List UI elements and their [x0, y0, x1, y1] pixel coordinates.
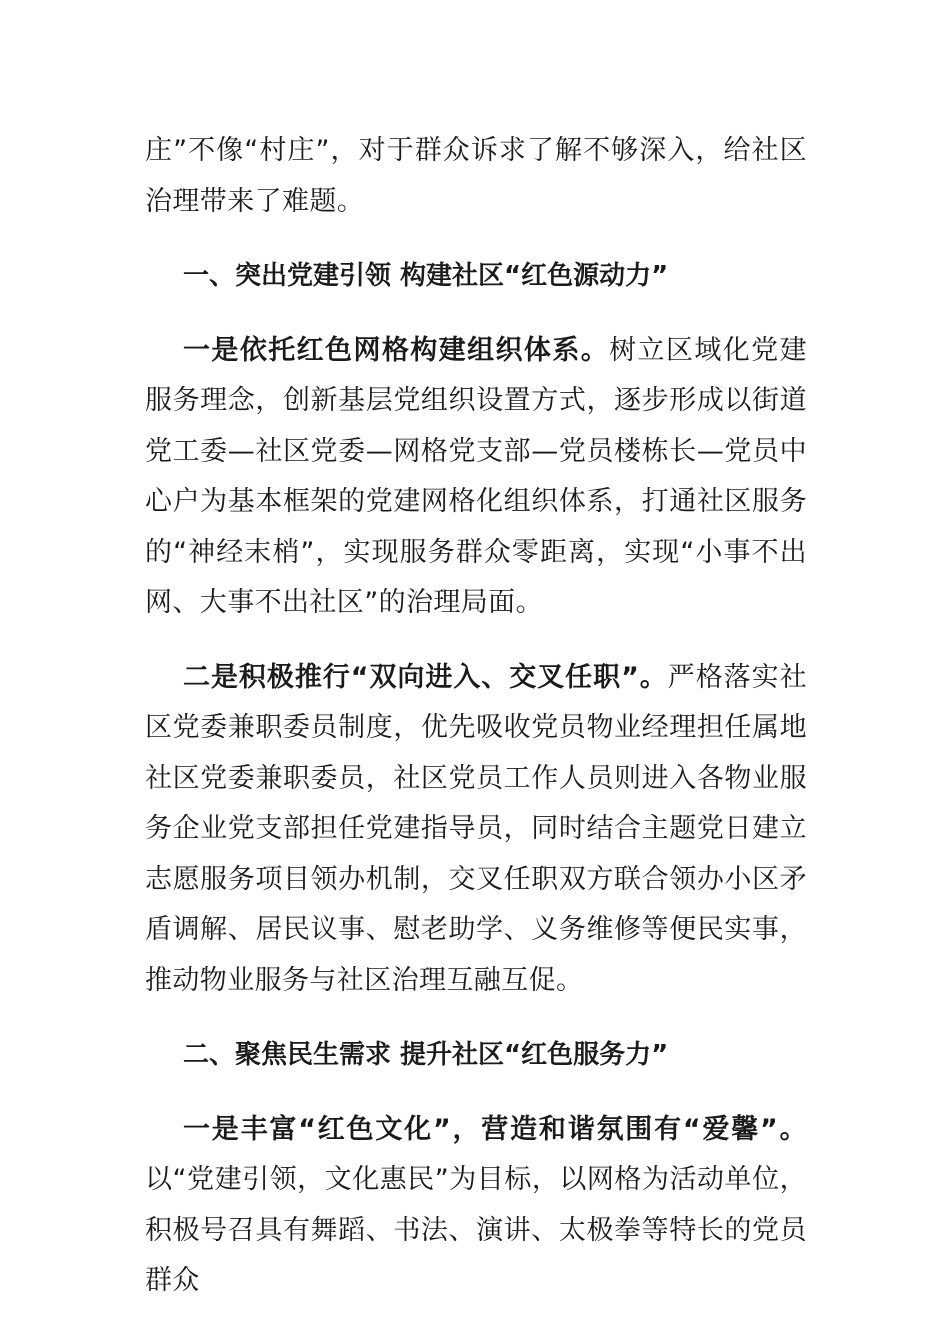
- paragraph-3: [145, 1105, 807, 1307]
- document-body: [145, 126, 807, 1307]
- paragraph-3-body: 以“党建引领，文化惠民”为目标，以网格为活动单位，积极号召具有舞蹈、书法、演讲、太极拳等特长的党员群众: [145, 1164, 807, 1296]
- section-heading-2: 二、聚焦民生需求 提升社区“红色服务力”: [183, 1040, 669, 1070]
- section-heading-1: 一、突出党建引领 构建社区“红色源动力”: [183, 261, 669, 291]
- paragraph-1-body: 树立区域化党建服务理念，创新基层党组织设置方式，逐步形成以街道党工委—社区党委—网格党支部—党员楼栋长—党员中心户为基本框架的党建网格化组织体系，打通社区服务的“神经末梢”，实现服务群众零距离，实现“小事不出网、大事不出社区”的治理局面。: [145, 334, 807, 618]
- paragraph-1: [145, 326, 807, 629]
- paragraph-2-body: 严格落实社区党委兼职委员制度，优先吸收党员物业经理担任属地社区党委兼职委员，社区党员工作人员则进入各物业服务企业党支部担任党建指导员，同时结合主题党日建立志愿服务项目领办机制，交叉任职双方联合领办小区矛盾调解、居民议事、慰老助学、义务维修等便民实事，推动物业服务与社区治理互融互促。: [145, 661, 808, 996]
- paragraph-3-lead: 一是丰富“红色文化”，营造和谐氛围有“爱馨”。: [183, 1113, 807, 1145]
- paragraph-2-lead: 二是积极推行“双向进入、交叉任职”。: [183, 661, 668, 693]
- paragraph-1-lead: 一是依托红色网格构建组织体系。: [183, 334, 610, 366]
- paragraph-continuation: 庄”不像“村庄”，对于群众诉求了解不够深入，给社区治理带来了难题。: [145, 135, 807, 217]
- paragraph-2: [145, 653, 807, 1007]
